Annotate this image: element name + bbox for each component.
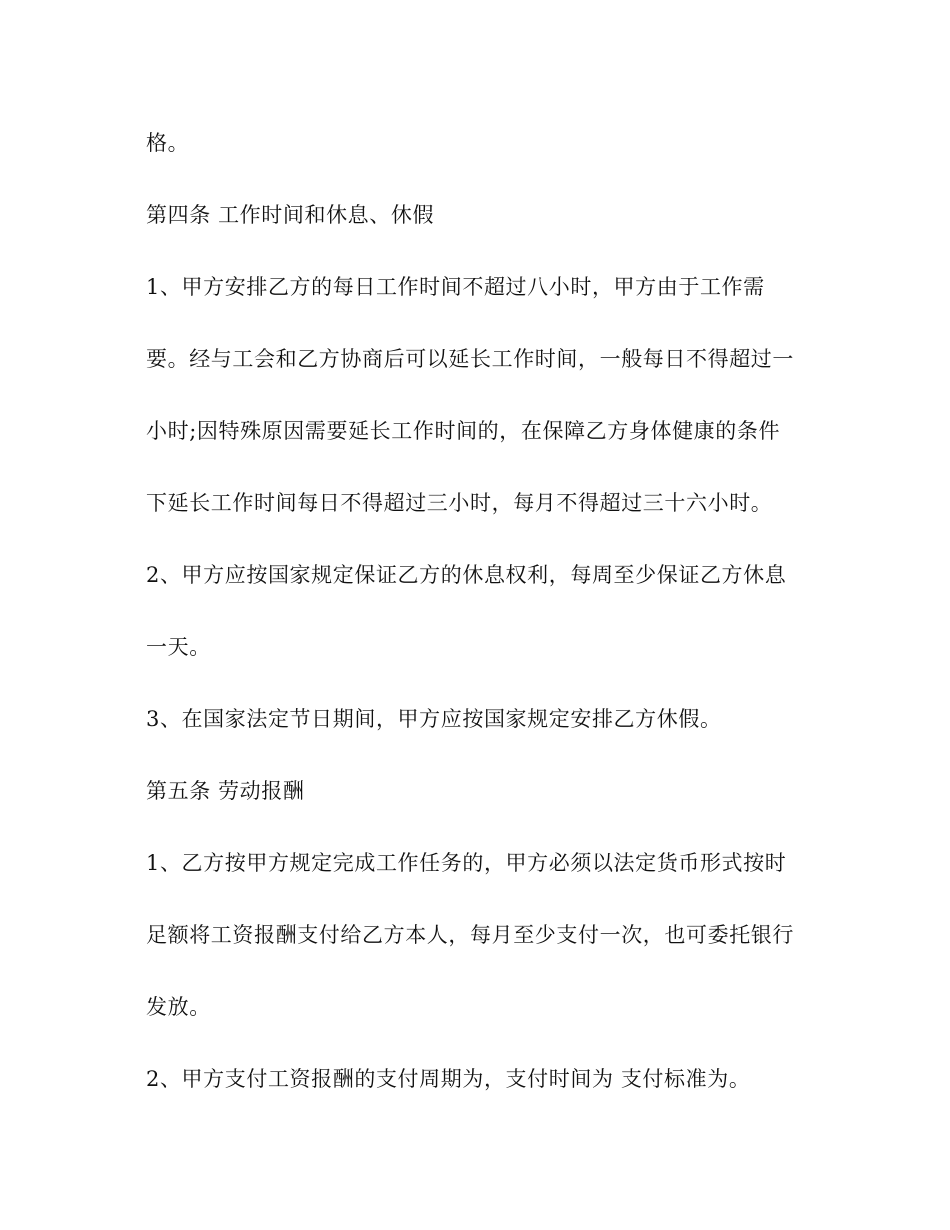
text-line: 1、甲方安排乙方的每日工作时间不超过八小时，甲方由于工作需 bbox=[146, 275, 765, 299]
text-line: 一天。 bbox=[146, 635, 211, 659]
text-line: 1、乙方按甲方规定完成工作任务的，甲方必须以法定货币形式按时 bbox=[146, 851, 787, 875]
text-line: 要。经与工会和乙方协商后可以延长工作时间，一般每日不得超过一 bbox=[146, 347, 794, 371]
text-line: 2、甲方支付工资报酬的支付周期为，支付时间为 支付标准为。 bbox=[146, 1067, 751, 1091]
text-line: 3、在国家法定节日期间，甲方应按国家规定安排乙方休假。 bbox=[146, 707, 722, 731]
section-heading-4: 第四条 工作时间和休息、休假 bbox=[146, 203, 435, 227]
text-line: 发放。 bbox=[146, 995, 211, 1019]
text-line: 2、甲方应按国家规定保证乙方的休息权利，每周至少保证乙方休息 bbox=[146, 563, 787, 587]
text-line: 格。 bbox=[146, 131, 190, 155]
text-line: 足额将工资报酬支付给乙方本人，每月至少支付一次，也可委托银行 bbox=[146, 923, 794, 947]
text-line: 下延长工作时间每日不得超过三小时，每月不得超过三十六小时。 bbox=[146, 491, 773, 515]
section-heading-5: 第五条 劳动报酬 bbox=[146, 779, 305, 803]
text-line: 小时;因特殊原因需要延长工作时间的，在保障乙方身体健康的条件 bbox=[146, 419, 781, 443]
